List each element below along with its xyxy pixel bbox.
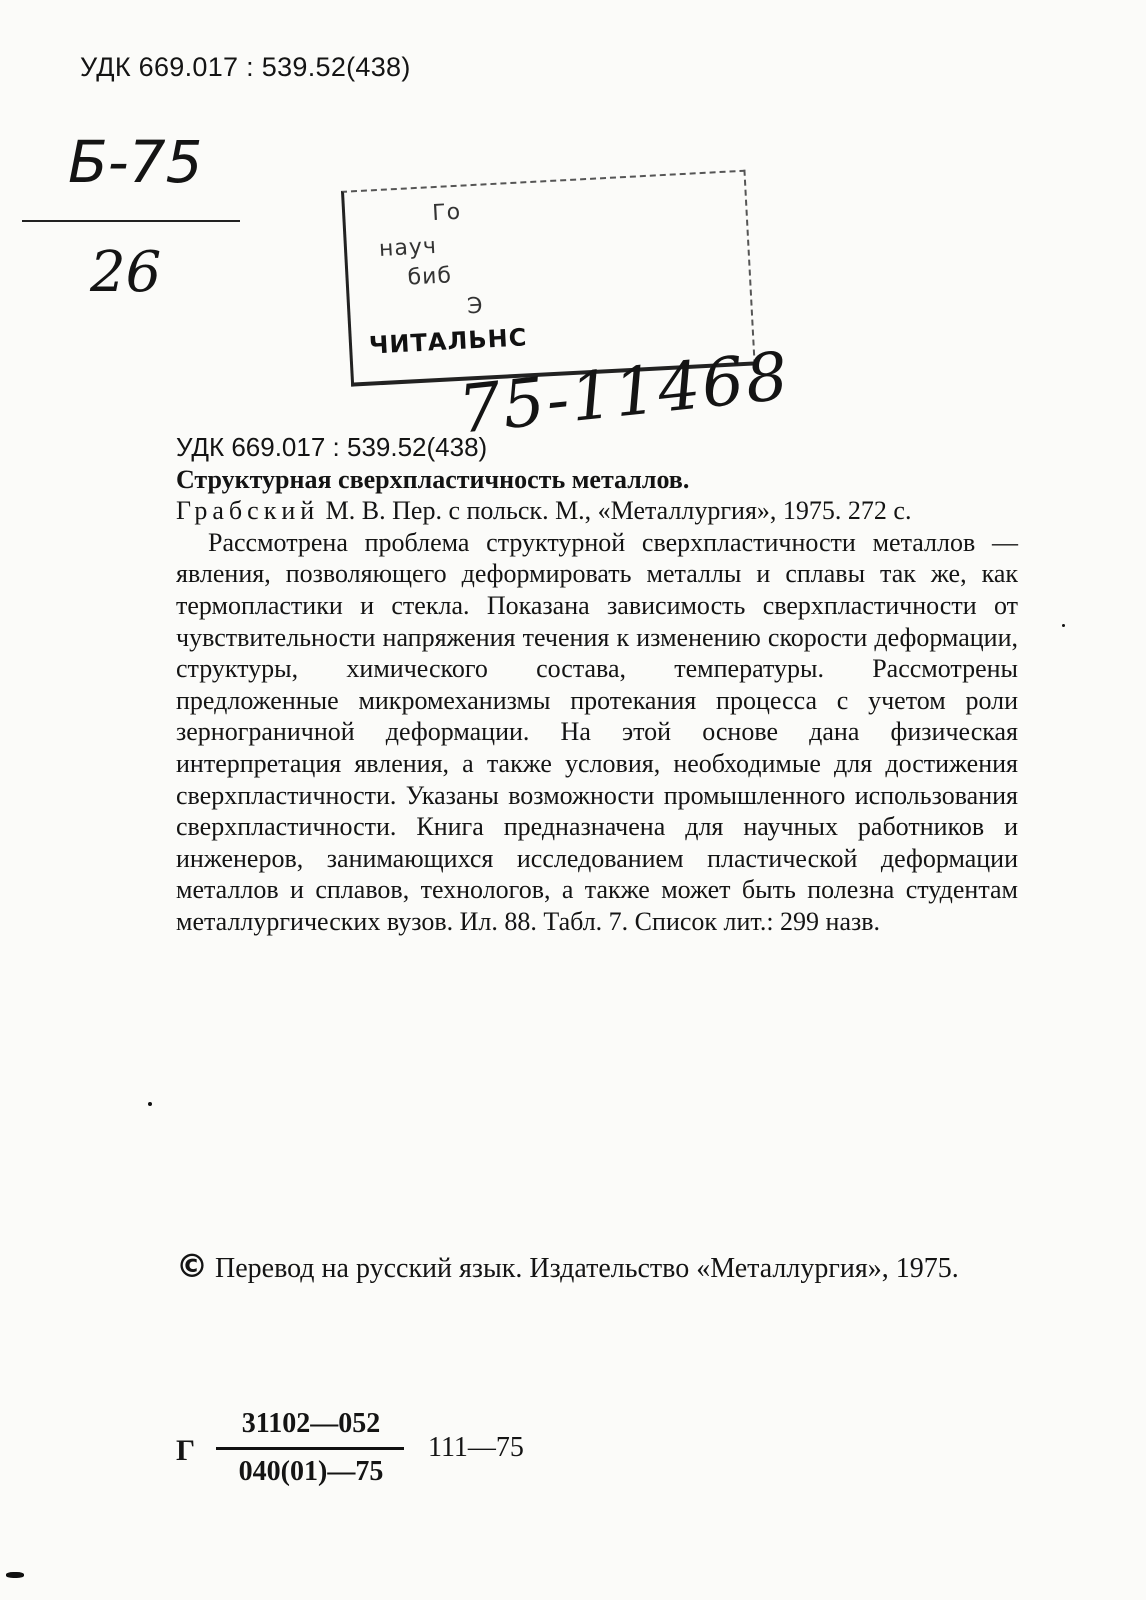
udk-header: УДК 669.017 : 539.52(438) — [80, 52, 411, 82]
shelf-mark-bottom: 26 — [90, 240, 162, 305]
index-numerator: 31102—052 — [241, 1408, 381, 1439]
index-denominator: 040(01)—75 — [238, 1456, 384, 1487]
inventory-number: 75-11468 — [455, 337, 794, 449]
shelf-mark-top: Б-75 — [68, 128, 203, 196]
copyright-notice — [176, 1247, 1018, 1285]
card-bibliographic-entry — [176, 464, 1018, 527]
stamp-line: ЧИТАЛЬНС — [368, 323, 528, 360]
scan-speck — [6, 1572, 24, 1578]
stamp-line: науч — [378, 233, 438, 262]
index-letter: Г — [176, 1434, 196, 1467]
stamp-line: биб — [406, 263, 453, 291]
index-fraction-bar — [216, 1447, 404, 1450]
author-name: Грабский — [176, 496, 320, 526]
publication-index — [176, 1408, 596, 1488]
shelf-mark-divider — [22, 220, 240, 222]
imprint: М. В. Пер. с польск. М., «Металлургия», 1975. 272 с. — [319, 496, 912, 526]
stamp-line: Го — [431, 199, 462, 227]
stamp-line: Э — [466, 293, 485, 320]
copyright-text: Перевод на русский язык. Издательство «Металлургия», 1975. — [208, 1253, 959, 1284]
card-udk: УДК 669.017 : 539.52(438) — [176, 432, 488, 462]
copyright-icon: © — [176, 1247, 208, 1285]
annotation: Рассмотрена проблема структурной сверхпластичности металлов — явления, позволяющего деформировать металлы и сплавы так же, как термопластики и стекла. Показана зависимость сверхпластичности от чувствительности напряжения течения к изменению скорости деформации, структуры, химического состава, температуры. Рассмотрены предложенные микромеханизмы протекания процесса с учетом роли зернограничной деформации. На этой основе дана физическая интерпретация явления, а также условия, необходимые для достижения сверхпластичности. Указаны возможности промышленного использования сверхпластичности. Книга предназначена для научных работников и инженеров, занимающихся исследованием пластической деформации металлов и сплавов, технологов, а также может быть полезна студентам металлургических вузов. Ил. 88. Табл. 7. Список лит.: 299 назв. — [176, 527, 1018, 936]
catalog-card — [176, 432, 1018, 938]
scan-speck — [1062, 624, 1065, 627]
book-title: Структурная сверхпластичность металлов. — [176, 464, 690, 494]
index-right: 111—75 — [428, 1432, 524, 1463]
scan-speck — [148, 1102, 152, 1106]
